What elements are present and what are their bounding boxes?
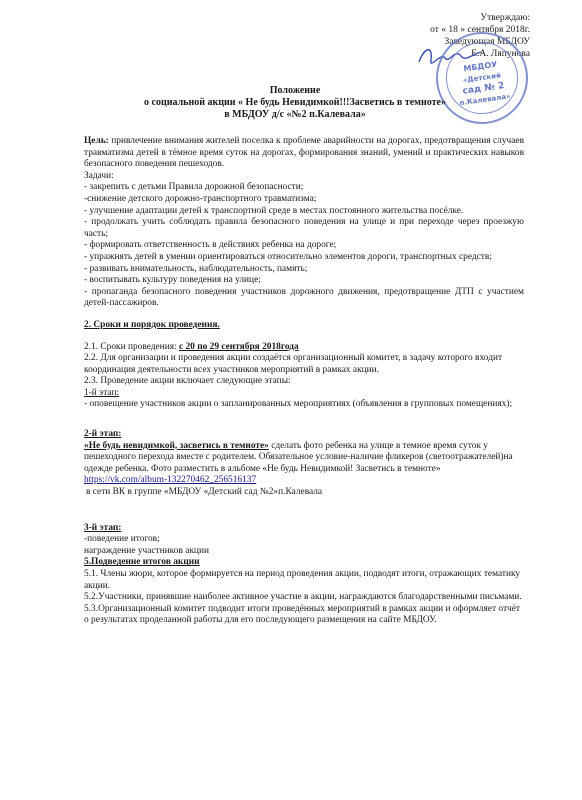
stage-1-label: 1-й этап:	[84, 387, 120, 398]
stage-2-body: сделать фото ребенка на улице в темное время суток у пешеходного перехода вместе с родителем. Обязательное условие-наличие фликеров (светоотражателей)на одежде ребенка. Фото разместить в альбоме «Не будь Невидимкой! Засветись в темноте»	[84, 440, 513, 474]
section-2-heading: 2. Сроки и порядок проведения.	[84, 319, 220, 330]
dates-label: 2.1. Сроки проведения:	[84, 341, 179, 352]
stage-3-item: -поведение итогов;	[84, 534, 160, 545]
section-2-3: 2.3. Проведение акции включает следующие этапы:	[84, 376, 291, 387]
task-item: - развивать внимательность, наблюдательность, память;	[84, 263, 308, 274]
stage-2-quote: «Не будь невидимкой, засветись в темноте»	[84, 440, 269, 451]
approval-title: Утверждаю:	[480, 13, 530, 23]
stamp-line-3: сад № 2	[462, 81, 506, 97]
stage-3-label: 3-й этап:	[84, 522, 122, 533]
dates-value: с 20 по 29 сентября 2018года	[178, 341, 299, 352]
approval-date: от « 18 » сентября 2018г.	[430, 25, 530, 35]
task-item: - продолжать учить соблюдать правила безопасного поведения на улице и при переходе через проезжую часть;	[84, 217, 524, 239]
section-5-1: 5.1. Члены жюри, которое формируется на период проведения акции, подводят итоги, отражающих тематику акции.	[84, 569, 521, 591]
title-line-1: Положение	[269, 85, 321, 96]
stage-2-label: 2-й этап:	[84, 429, 122, 440]
section-5-heading: 5.Подведение итогов акции	[84, 557, 200, 568]
task-item: - улучшение адаптации детей к транспортной среде в местах постоянного жительства посёлке.	[84, 205, 464, 216]
stage-3-item: награждение участников акции	[84, 545, 209, 556]
task-item: - формировать ответственность в действиях ребенка на дороге;	[84, 240, 337, 251]
document-title	[60, 85, 530, 121]
goal-paragraph	[84, 136, 524, 171]
section-5-3: 5.3.Организационный комитет подводит итоги проведённых мероприятий в рамках акции и оформляет отчёт о результатах проделанной работы для его последующего размещения на сайте МБДОУ.	[84, 603, 521, 626]
section-2-2: 2.2. Для организации и проведения акции создаётся организационный комитет, в задачу которого входит координация деятельности всех участников мероприятий в рамках акции.	[84, 353, 503, 375]
task-item: - воспитывать культуру поведения на улице;	[84, 275, 261, 286]
stage-2-tail: в сети ВК в группе «МБДОУ «Детский сад №2»п.Калевала	[86, 487, 323, 498]
section-5-2: 5.2.Участники, принявшие наиболее активное участие в акции, награждаются благодарственными письмами.	[84, 592, 522, 603]
stage-2-text	[84, 441, 524, 487]
goal-label: Цель:	[84, 136, 109, 146]
stamp-line-4: п.Калевала»	[459, 92, 512, 108]
approval-name: Е.А. Ляпунова	[471, 49, 530, 59]
approval-position: Заведующая МБДОУ	[444, 37, 530, 47]
task-item: - упражнять детей в умении ориентироваться относительно элементов дороги, транспортных средств;	[84, 251, 492, 262]
task-item: - закрепить с детьми Правила дорожной безопасности;	[84, 182, 304, 193]
stamp-line-2: «Детский	[462, 71, 502, 85]
stamp-line-1: МБДОУ	[462, 59, 498, 74]
stage-1-text: - оповещение участников акции о запланированных мероприятиях (объявления в групповых помещениях);	[84, 399, 513, 410]
task-item: -снижение детского дорожно-транспортного травматизма;	[84, 193, 317, 204]
title-line-2: о социальной акции « Не будь Невидимкой!!!Засветись в темноте»	[144, 97, 446, 108]
title-line-3: в МБДОУ д/с «№2 п.Калевала»	[224, 109, 366, 120]
goal-text: привлечение внимания жителей поселка к проблеме аварийности на дорогах, предотвращения случаев травматизма детей в тёмное время суток на дорогах, формирования знаний, умений и практических навыков безопасного поведения пешеходов.	[84, 136, 524, 170]
album-link[interactable]: https://vk.com/album-132270462_256516137	[84, 475, 257, 486]
document-body	[84, 136, 524, 627]
tasks-label: Задачи:	[84, 170, 114, 181]
task-item: - пропаганда безопасного поведения участников дорожного движения, предотвращение ДТП с участием детей-пассажиров.	[84, 286, 524, 309]
section-2-1	[84, 342, 524, 354]
